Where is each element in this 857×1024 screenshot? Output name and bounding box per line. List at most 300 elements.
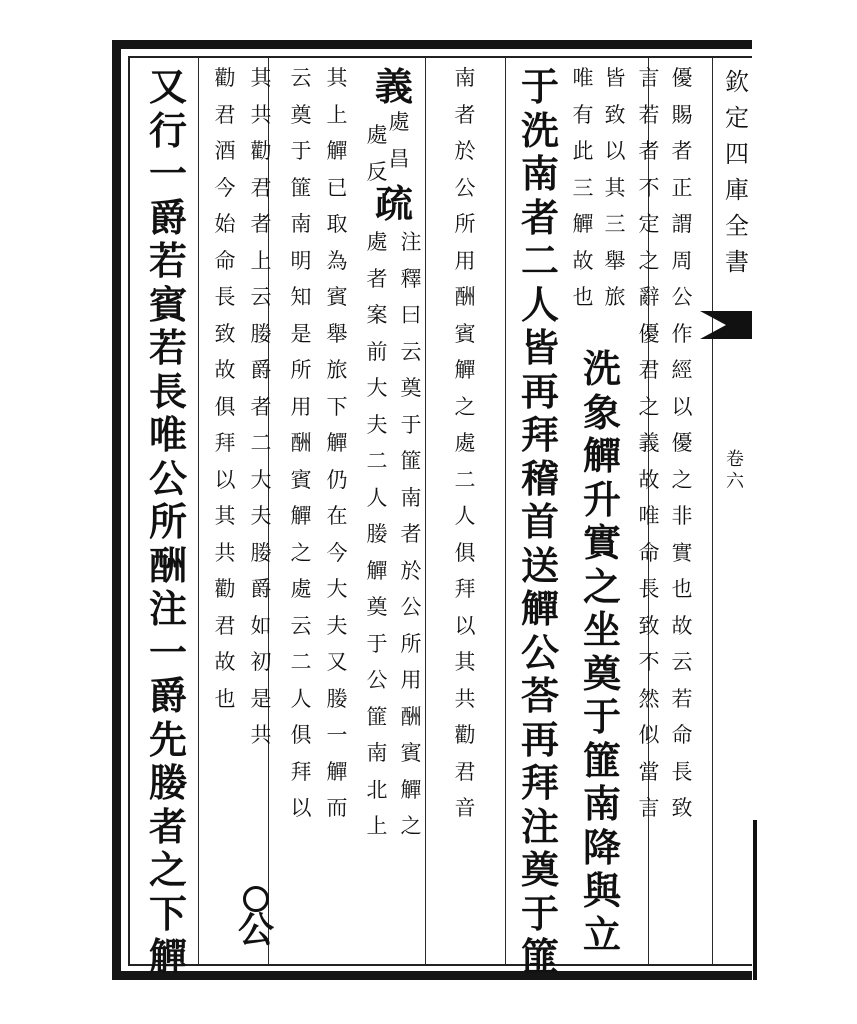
text-column-12 — [146, 64, 190, 982]
glyph: 長 — [148, 368, 187, 414]
glyph: 拜 — [290, 759, 312, 784]
glyph: 故 — [214, 358, 236, 382]
glyph: 拜 — [214, 431, 236, 455]
glyph: 二 — [250, 431, 272, 455]
glyph: 其 — [250, 66, 272, 90]
glyph: 南 — [290, 212, 312, 236]
glyph: 全 — [725, 212, 749, 240]
glyph: 以 — [454, 613, 476, 638]
column-text — [394, 232, 428, 853]
glyph: 觶 — [290, 504, 312, 528]
glyph: 正 — [671, 175, 693, 200]
glyph: 媵 — [250, 540, 272, 565]
glyph: 酬 — [454, 285, 476, 309]
glyph: 前 — [366, 339, 388, 364]
glyph: 上 — [250, 248, 272, 273]
glyph: 唯 — [572, 66, 594, 90]
glyph: 勸 — [214, 66, 236, 90]
glyph: 用 — [400, 668, 422, 692]
glyph: 此 — [572, 139, 594, 163]
glyph: 也 — [214, 686, 236, 711]
glyph: 定 — [725, 104, 749, 132]
glyph: 公 — [148, 455, 187, 501]
glyph: 優 — [671, 431, 693, 455]
glyph: 南 — [366, 741, 388, 765]
column-text — [146, 64, 190, 982]
glyph: 俱 — [290, 723, 312, 747]
volume-label-text — [722, 445, 748, 492]
glyph: 賓 — [454, 321, 476, 346]
glyph: 而 — [326, 796, 348, 820]
glyph: 二 — [520, 238, 559, 283]
glyph: 酬 — [290, 431, 312, 455]
glyph: 賓 — [400, 741, 422, 765]
glyph: 欽 — [725, 68, 749, 96]
glyph: 之 — [582, 563, 621, 609]
text-column-11 — [208, 68, 242, 725]
text-column-5 — [518, 64, 562, 982]
glyph: 以 — [214, 467, 236, 492]
glyph: 夫 — [366, 412, 388, 437]
glyph: 今 — [214, 175, 236, 200]
text-column-6 — [448, 68, 482, 835]
glyph: 篚 — [366, 704, 388, 729]
glyph: 者 — [454, 102, 476, 127]
glyph: 今 — [326, 540, 348, 565]
glyph: 辭 — [638, 285, 660, 309]
glyph: 三 — [604, 212, 626, 236]
glyph: 觶 — [400, 777, 422, 802]
glyph: 之 — [454, 394, 476, 419]
glyph: 命 — [671, 723, 693, 747]
glyph: 者 — [520, 194, 559, 240]
glyph: 酬 — [400, 704, 422, 729]
glyph: 人 — [290, 686, 312, 711]
glyph: 爵 — [148, 673, 187, 718]
glyph: 若 — [148, 238, 187, 283]
glyph: 云 — [400, 339, 422, 364]
column-rule — [712, 58, 713, 964]
glyph: 三 — [572, 175, 594, 200]
glyph: 觶 — [582, 433, 621, 478]
glyph: 處 — [366, 123, 388, 147]
glyph: 奠 — [520, 847, 559, 892]
glyph: 處 — [454, 431, 476, 455]
glyph: 公 — [454, 175, 476, 200]
glyph: 義 — [374, 64, 413, 109]
column-text — [632, 68, 666, 835]
text-column-1 — [665, 68, 699, 835]
glyph: 觶 — [454, 358, 476, 382]
glyph: 皆 — [520, 325, 559, 370]
glyph: 然 — [638, 686, 660, 711]
glyph: 優 — [671, 66, 693, 90]
glyph: 行 — [148, 107, 187, 153]
glyph: 之 — [290, 540, 312, 565]
glyph: 舉 — [326, 321, 348, 346]
glyph: 南 — [520, 151, 559, 196]
glyph: 致 — [214, 321, 236, 346]
glyph: 皆 — [604, 66, 626, 90]
glyph: 君 — [214, 613, 236, 638]
glyph: 媵 — [366, 522, 388, 546]
glyph: 二 — [454, 467, 476, 492]
glyph: 賓 — [148, 281, 187, 327]
glyph: 勸 — [454, 723, 476, 747]
glyph: 共 — [250, 723, 272, 747]
glyph: 于 — [400, 412, 422, 437]
glyph: 故 — [638, 467, 660, 492]
glyph: 舉 — [604, 248, 626, 273]
glyph: 處 — [388, 110, 410, 134]
glyph: 長 — [638, 577, 660, 601]
fish-tail-mark — [700, 305, 756, 345]
glyph: 云 — [290, 66, 312, 90]
book-title-text — [722, 62, 752, 278]
glyph: 人 — [520, 281, 559, 327]
glyph: 若 — [148, 325, 187, 370]
glyph: 之 — [400, 814, 422, 838]
glyph: 稽 — [520, 455, 559, 501]
glyph: 觶 — [572, 212, 594, 236]
glyph: 拜 — [520, 760, 559, 805]
glyph: 以 — [290, 796, 312, 820]
glyph: 釋 — [400, 266, 422, 291]
glyph: 一 — [148, 151, 187, 196]
glyph: 六 — [726, 471, 744, 492]
glyph: 大 — [366, 376, 388, 400]
glyph: 周 — [671, 248, 693, 273]
text-column-8 — [320, 68, 354, 835]
glyph: 北 — [366, 777, 388, 802]
text-column-7-side — [360, 125, 394, 198]
glyph: 長 — [214, 285, 236, 309]
glyph: 先 — [148, 716, 187, 762]
glyph: 四 — [725, 140, 749, 168]
glyph: 用 — [290, 394, 312, 419]
glyph: 降 — [582, 824, 621, 870]
glyph: 一 — [326, 723, 348, 747]
glyph: 南 — [454, 66, 476, 90]
glyph: 公 — [237, 909, 274, 951]
glyph: 升 — [582, 476, 621, 522]
glyph: 人 — [366, 485, 388, 510]
glyph: 為 — [326, 248, 348, 273]
column-text — [598, 68, 632, 324]
glyph: 于 — [520, 64, 559, 109]
glyph: 用 — [454, 248, 476, 273]
glyph: 上 — [326, 102, 348, 127]
column-rule — [505, 58, 506, 964]
glyph: 觶 — [326, 431, 348, 455]
text-column-3 — [598, 68, 632, 324]
glyph: 又 — [326, 650, 348, 674]
glyph: 媵 — [326, 686, 348, 711]
glyph: 云 — [290, 613, 312, 638]
glyph: 取 — [326, 212, 348, 236]
glyph: 以 — [604, 139, 626, 163]
column-text — [518, 64, 562, 982]
glyph: 故 — [572, 248, 594, 273]
glyph: 似 — [638, 723, 660, 747]
glyph: 也 — [572, 285, 594, 309]
page-edge-mark — [753, 820, 757, 980]
column-text — [448, 68, 482, 835]
glyph: 公 — [400, 595, 422, 619]
text-column-2 — [632, 68, 666, 835]
glyph: 爵 — [250, 358, 272, 382]
glyph: 旅 — [326, 358, 348, 382]
glyph: 于 — [366, 631, 388, 656]
glyph: 之 — [671, 467, 693, 492]
glyph: 明 — [290, 248, 312, 273]
glyph: 者 — [366, 266, 388, 291]
glyph: 觶 — [366, 558, 388, 583]
glyph: 媵 — [148, 760, 187, 805]
glyph: 公 — [520, 629, 559, 675]
column-text — [580, 346, 624, 959]
glyph: 仍 — [326, 467, 348, 492]
glyph: 二 — [366, 449, 388, 473]
column-text — [284, 68, 318, 835]
glyph: 若 — [638, 102, 660, 127]
glyph: 立 — [582, 911, 621, 957]
book-title — [722, 62, 752, 278]
glyph: 庫 — [725, 176, 749, 204]
glyph: 不 — [638, 175, 660, 200]
glyph: 觶 — [148, 934, 187, 979]
glyph: 其 — [326, 66, 348, 90]
glyph: 君 — [250, 175, 272, 200]
glyph: 一 — [148, 629, 187, 675]
glyph: 不 — [638, 650, 660, 674]
glyph: 洗 — [520, 107, 559, 153]
glyph: 二 — [290, 650, 312, 674]
glyph: 注 — [520, 803, 559, 849]
glyph: 初 — [250, 650, 272, 674]
glyph: 大 — [326, 577, 348, 601]
glyph: 疏 — [374, 181, 413, 226]
glyph: 媵 — [250, 321, 272, 346]
column-text — [208, 68, 242, 725]
glyph: 以 — [671, 394, 693, 419]
glyph: 命 — [214, 248, 236, 273]
glyph: 所 — [454, 212, 476, 236]
glyph: 共 — [250, 102, 272, 127]
glyph: 篚 — [400, 449, 422, 473]
column-text — [360, 125, 394, 198]
glyph: 故 — [214, 650, 236, 674]
glyph: 故 — [671, 613, 693, 638]
glyph: 者 — [638, 139, 660, 163]
glyph: 者 — [400, 522, 422, 546]
text-column-10-marks — [236, 880, 276, 952]
glyph: 大 — [250, 467, 272, 492]
glyph: 者 — [671, 139, 693, 163]
glyph: 若 — [671, 686, 693, 711]
glyph: 卷 — [726, 449, 744, 470]
glyph: 夫 — [250, 504, 272, 528]
text-column-7-head — [372, 64, 416, 112]
text-column-4 — [566, 68, 600, 324]
glyph: 南 — [582, 781, 621, 826]
text-column-7-body — [394, 232, 428, 853]
glyph: 如 — [250, 613, 272, 638]
glyph: 奠 — [290, 102, 312, 127]
glyph: 注 — [400, 230, 422, 254]
glyph: 是 — [250, 686, 272, 711]
glyph: 言 — [638, 66, 660, 90]
glyph: 也 — [671, 577, 693, 601]
glyph: 其 — [604, 175, 626, 200]
glyph: 始 — [214, 212, 236, 236]
glyph: 唯 — [638, 504, 660, 528]
glyph: 爵 — [250, 577, 272, 601]
column-text — [665, 68, 699, 835]
glyph: 人 — [454, 504, 476, 528]
glyph: 公 — [671, 285, 693, 309]
glyph: 拜 — [520, 412, 559, 457]
glyph: 案 — [366, 303, 388, 327]
glyph: 共 — [454, 686, 476, 711]
glyph: 再 — [520, 716, 559, 762]
glyph: 奠 — [400, 376, 422, 400]
glyph: 其 — [454, 650, 476, 674]
glyph: 定 — [638, 212, 660, 236]
glyph: 知 — [290, 285, 312, 309]
glyph: 下 — [148, 890, 187, 936]
glyph: 者 — [250, 212, 272, 236]
text-column-3-main — [580, 346, 624, 959]
glyph: 當 — [638, 759, 660, 784]
glyph: 所 — [290, 358, 312, 382]
glyph: 云 — [250, 285, 272, 309]
glyph: 致 — [671, 796, 693, 820]
text-column-7-body-2 — [360, 232, 394, 853]
glyph: 所 — [400, 631, 422, 656]
column-text — [360, 232, 394, 853]
glyph: 共 — [214, 540, 236, 565]
glyph: 致 — [604, 102, 626, 127]
glyph: 者 — [148, 803, 187, 849]
glyph: 於 — [400, 558, 422, 583]
glyph: 書 — [725, 248, 749, 276]
glyph: 酬 — [148, 542, 187, 588]
glyph: 觶 — [326, 759, 348, 784]
glyph: 是 — [290, 321, 312, 346]
glyph: 奠 — [582, 650, 621, 696]
glyph: 觶 — [326, 139, 348, 163]
glyph: 昌 — [388, 146, 410, 171]
glyph: 致 — [638, 613, 660, 638]
glyph: 于 — [582, 694, 621, 739]
glyph: 賓 — [290, 467, 312, 492]
glyph: 君 — [454, 759, 476, 784]
glyph: 在 — [326, 504, 348, 528]
glyph: 夫 — [326, 613, 348, 638]
glyph: 作 — [671, 321, 693, 346]
glyph: 荅 — [520, 673, 559, 718]
glyph: 公 — [366, 668, 388, 692]
glyph: 其 — [214, 504, 236, 528]
glyph: 言 — [638, 796, 660, 820]
column-text — [566, 68, 600, 324]
glyph: 有 — [572, 102, 594, 127]
glyph: 云 — [671, 650, 693, 674]
glyph: 於 — [454, 139, 476, 163]
glyph: 義 — [638, 431, 660, 455]
glyph: 謂 — [671, 212, 693, 236]
glyph: 所 — [148, 499, 187, 544]
glyph: 觶 — [520, 586, 559, 631]
glyph: 南 — [400, 485, 422, 510]
glyph: 爵 — [148, 194, 187, 240]
column-text — [236, 909, 276, 952]
glyph: 反 — [366, 159, 388, 184]
glyph: 俱 — [454, 540, 476, 565]
glyph: 已 — [326, 175, 348, 200]
glyph: 唯 — [148, 412, 187, 457]
glyph: 實 — [671, 540, 693, 565]
glyph: 再 — [520, 368, 559, 414]
glyph: 送 — [520, 542, 559, 588]
glyph: 注 — [148, 586, 187, 631]
glyph: 處 — [366, 230, 388, 254]
glyph: 首 — [520, 499, 559, 544]
glyph: 之 — [638, 394, 660, 419]
glyph: 奠 — [366, 595, 388, 619]
column-text — [372, 64, 416, 112]
column-text — [320, 68, 354, 835]
glyph: 篚 — [520, 934, 559, 979]
glyph: 坐 — [582, 607, 621, 652]
glyph: 曰 — [400, 303, 422, 327]
column-rule — [198, 58, 199, 964]
volume-label — [722, 445, 748, 492]
glyph: 篚 — [290, 175, 312, 200]
glyph: 勸 — [250, 139, 272, 163]
text-column-9 — [284, 68, 318, 835]
glyph: 賜 — [671, 102, 693, 127]
glyph: 優 — [638, 321, 660, 346]
column-text — [244, 68, 278, 762]
glyph: 拜 — [454, 577, 476, 601]
glyph: 之 — [148, 847, 187, 892]
glyph: 君 — [214, 102, 236, 127]
glyph: 又 — [148, 64, 187, 109]
glyph: 于 — [290, 139, 312, 163]
glyph: 于 — [520, 890, 559, 936]
glyph: 與 — [582, 868, 621, 913]
glyph: 音 — [454, 796, 476, 820]
text-column-10 — [244, 68, 278, 762]
glyph: 長 — [671, 759, 693, 784]
glyph: 非 — [671, 504, 693, 528]
glyph: 之 — [638, 248, 660, 273]
glyph: 酒 — [214, 139, 236, 163]
glyph: 處 — [290, 577, 312, 601]
glyph: 者 — [250, 394, 272, 419]
glyph: 篚 — [582, 737, 621, 783]
glyph: 命 — [638, 540, 660, 565]
glyph: 象 — [582, 389, 621, 435]
glyph: 賓 — [326, 285, 348, 309]
glyph: 實 — [582, 520, 621, 565]
glyph: 經 — [671, 358, 693, 382]
glyph: 勸 — [214, 577, 236, 601]
glyph: 上 — [366, 814, 388, 838]
glyph: 俱 — [214, 394, 236, 419]
